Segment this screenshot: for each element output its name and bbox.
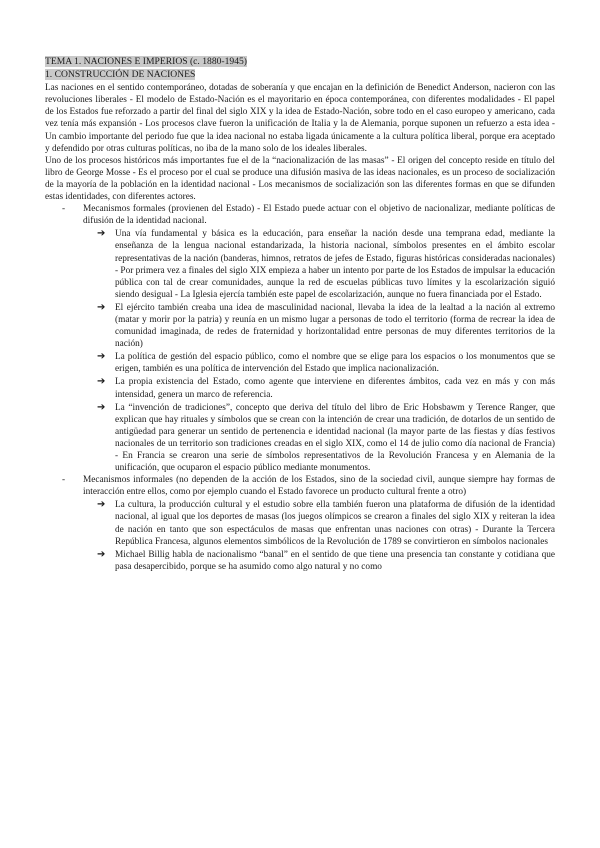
document-title [45, 56, 555, 69]
list-item-text: El ejército también creaba una idea de masculinidad nacional, llevaba la idea de la lealtad a la nación al extremo (matar y morir por la patria) y reunía en un mismo lugar a personas de todo el territorio (forma de recrear la idea de comunidad imaginada, de redes de fraternidad y horizontalidad entre personas de muy diferentes territorios de la nación) [115, 302, 555, 350]
masses-paragraph: Uno de los procesos históricos más importantes fue el de la “nacionalización de las masas” - El origen del concepto reside en título del libro de George Mosse - Es el proceso por el cual se produce una difusión masiva de las ideas nacionales, es un proceso de socialización de la mayoría de la población en la identidad nacional - Los mecanismos de socialización son las diferentes formas en que se difunden estas identidades, con diferentes actores. [45, 155, 555, 203]
list-item [83, 351, 555, 375]
arrow-bullet-icon: ➔ [97, 499, 106, 511]
arrow-bullet-icon: ➔ [97, 376, 106, 388]
section-heading-text: 1. CONSTRUCCIÓN DE NACIONES [45, 68, 196, 80]
list-item-text: La política de gestión del espacio público, como el nombre que se elige para los espacios o los monumentos que se erigen, también es una política de intervención del Estado que implica nacionalización. [115, 352, 555, 375]
list-item-text: La “invención de tradiciones”, concepto que deriva del título del libro de Eric Hobsbawm y Terence Ranger, que explican que hay rituales y símbolos que se crean con la intención de crear una tradición, de dotarlos de un sentido de antigüedad para generar un sentido de pertenencia e identidad nacional (la mayor parte de las fiestas y días festivos nacionales de un territorio son tradiciones creadas en el siglo XIX, como el 14 de julio como día nacional de Francia) - En Francia se crearon una serie de símbolos representativos de la Revolución Francesa y en Alemania de la unificación, que ocuparon el espacio público mediante monumentos. [115, 402, 555, 474]
list-item-text: La propia existencia del Estado, como agente que interviene en diferentes ámbitos, cada vez en más y con más intensidad, genera un marco de referencia. [115, 377, 555, 400]
dash-bullet: - [62, 204, 66, 215]
informal-mechanisms-sublist [45, 499, 555, 573]
arrow-bullet-icon: ➔ [97, 401, 106, 413]
list-item-text: La cultura, la producción cultural y el estudio sobre ella también fueron una plataforma de difusión de la identidad nacional, al igual que los deportes de masas (los juegos olímpicos se crearon a finales del siglo XIX y reiteran la idea de nación en tanto que son espectáculos de masas que enfrentan unas naciones con otras) - Durante la Tercera República Francesa, algunos elementos simbólicos de la Revolución de 1789 se convirtieron en símbolos nacionales [115, 500, 555, 547]
informal-mechanisms-text: Mecanismos informales (no dependen de la acción de los Estados, sino de la sociedad civil, aunque siempre hay formas de interacción entre ellos, como por ejemplo cuando el Estado favorece un producto cultural frente a otro) [83, 475, 555, 498]
list-item-informal-mechanisms [45, 474, 555, 498]
list-item [83, 228, 555, 301]
dash-bullet: - [62, 475, 66, 486]
arrow-bullet-icon: ➔ [97, 301, 106, 313]
list-item [83, 376, 555, 400]
formal-mechanisms-text: Mecanismos formales (provienen del Estado) - El Estado puede actuar con el objetivo de nacionalizar, mediante políticas de difusión de la identidad nacional. [83, 204, 555, 227]
list-item [83, 549, 555, 573]
arrow-bullet-icon: ➔ [97, 548, 106, 560]
intro-paragraph: Las naciones en el sentido contemporáneo, dotadas de soberanía y que encajan en la definición de Benedict Anderson, nacieron con las revoluciones liberales - El modelo de Estado-Nación es el mayoritario en época contemporánea, con diferentes modalidades - El papel de los Estados fue reforzado a partir del final del siglo XIX y la idea de Estado-Nación, sobre todo en el caso europeo y americano, cada vez tenía más expansión - Los procesos clave fueron la unificación de Italia y la de Alemania, porque suponen un refuerzo a esta idea - Un cambio importante del periodo fue que la idea nacional no estaba ligada únicamente a la cultura política liberal, porque era aceptado y defendido por otras culturas políticas, no iba de la mano solo de los ideales liberales. [45, 83, 555, 154]
list-item-text: Una vía fundamental y básica es la educación, para enseñar la nación desde una temprana edad, mediante la enseñanza de la lengua nacional estandarizada, la historia nacional, símbolos presentes en el ámbito escolar representativas de la nación (banderas, himnos, retratos de jefes de Estado, figuras históricas consideradas nacionales) - Por primera vez a finales del siglo XIX empieza a haber un intento por parte de los Estados de impulsar la educación pública con tal de crear comunidades, aunque la red de escuelas públicas tuvo límites y la escolarización siguió siendo desigual - La Iglesia ejercía también este papel de escolarización, aunque no fuera financiada por el Estado. [115, 229, 555, 300]
list-item [83, 302, 555, 350]
arrow-bullet-icon: ➔ [97, 351, 106, 363]
list-item-text: Michael Billig habla de nacionalismo “banal” en el sentido de que tiene una presencia tan constante y cotidiana que pasa desapercibido, porque se ha asumido como algo natural y no como [115, 549, 555, 572]
list-item [83, 499, 555, 547]
arrow-bullet-icon: ➔ [97, 228, 106, 240]
list-item-formal-mechanisms [45, 203, 555, 227]
mechanisms-list-informal [45, 474, 555, 498]
list-item [83, 402, 555, 475]
section-heading [45, 69, 555, 82]
document-title-text: TEMA 1. NACIONES E IMPERIOS (c. 1880-1945) [45, 56, 247, 67]
mechanisms-list [45, 203, 555, 227]
formal-mechanisms-sublist [45, 228, 555, 474]
